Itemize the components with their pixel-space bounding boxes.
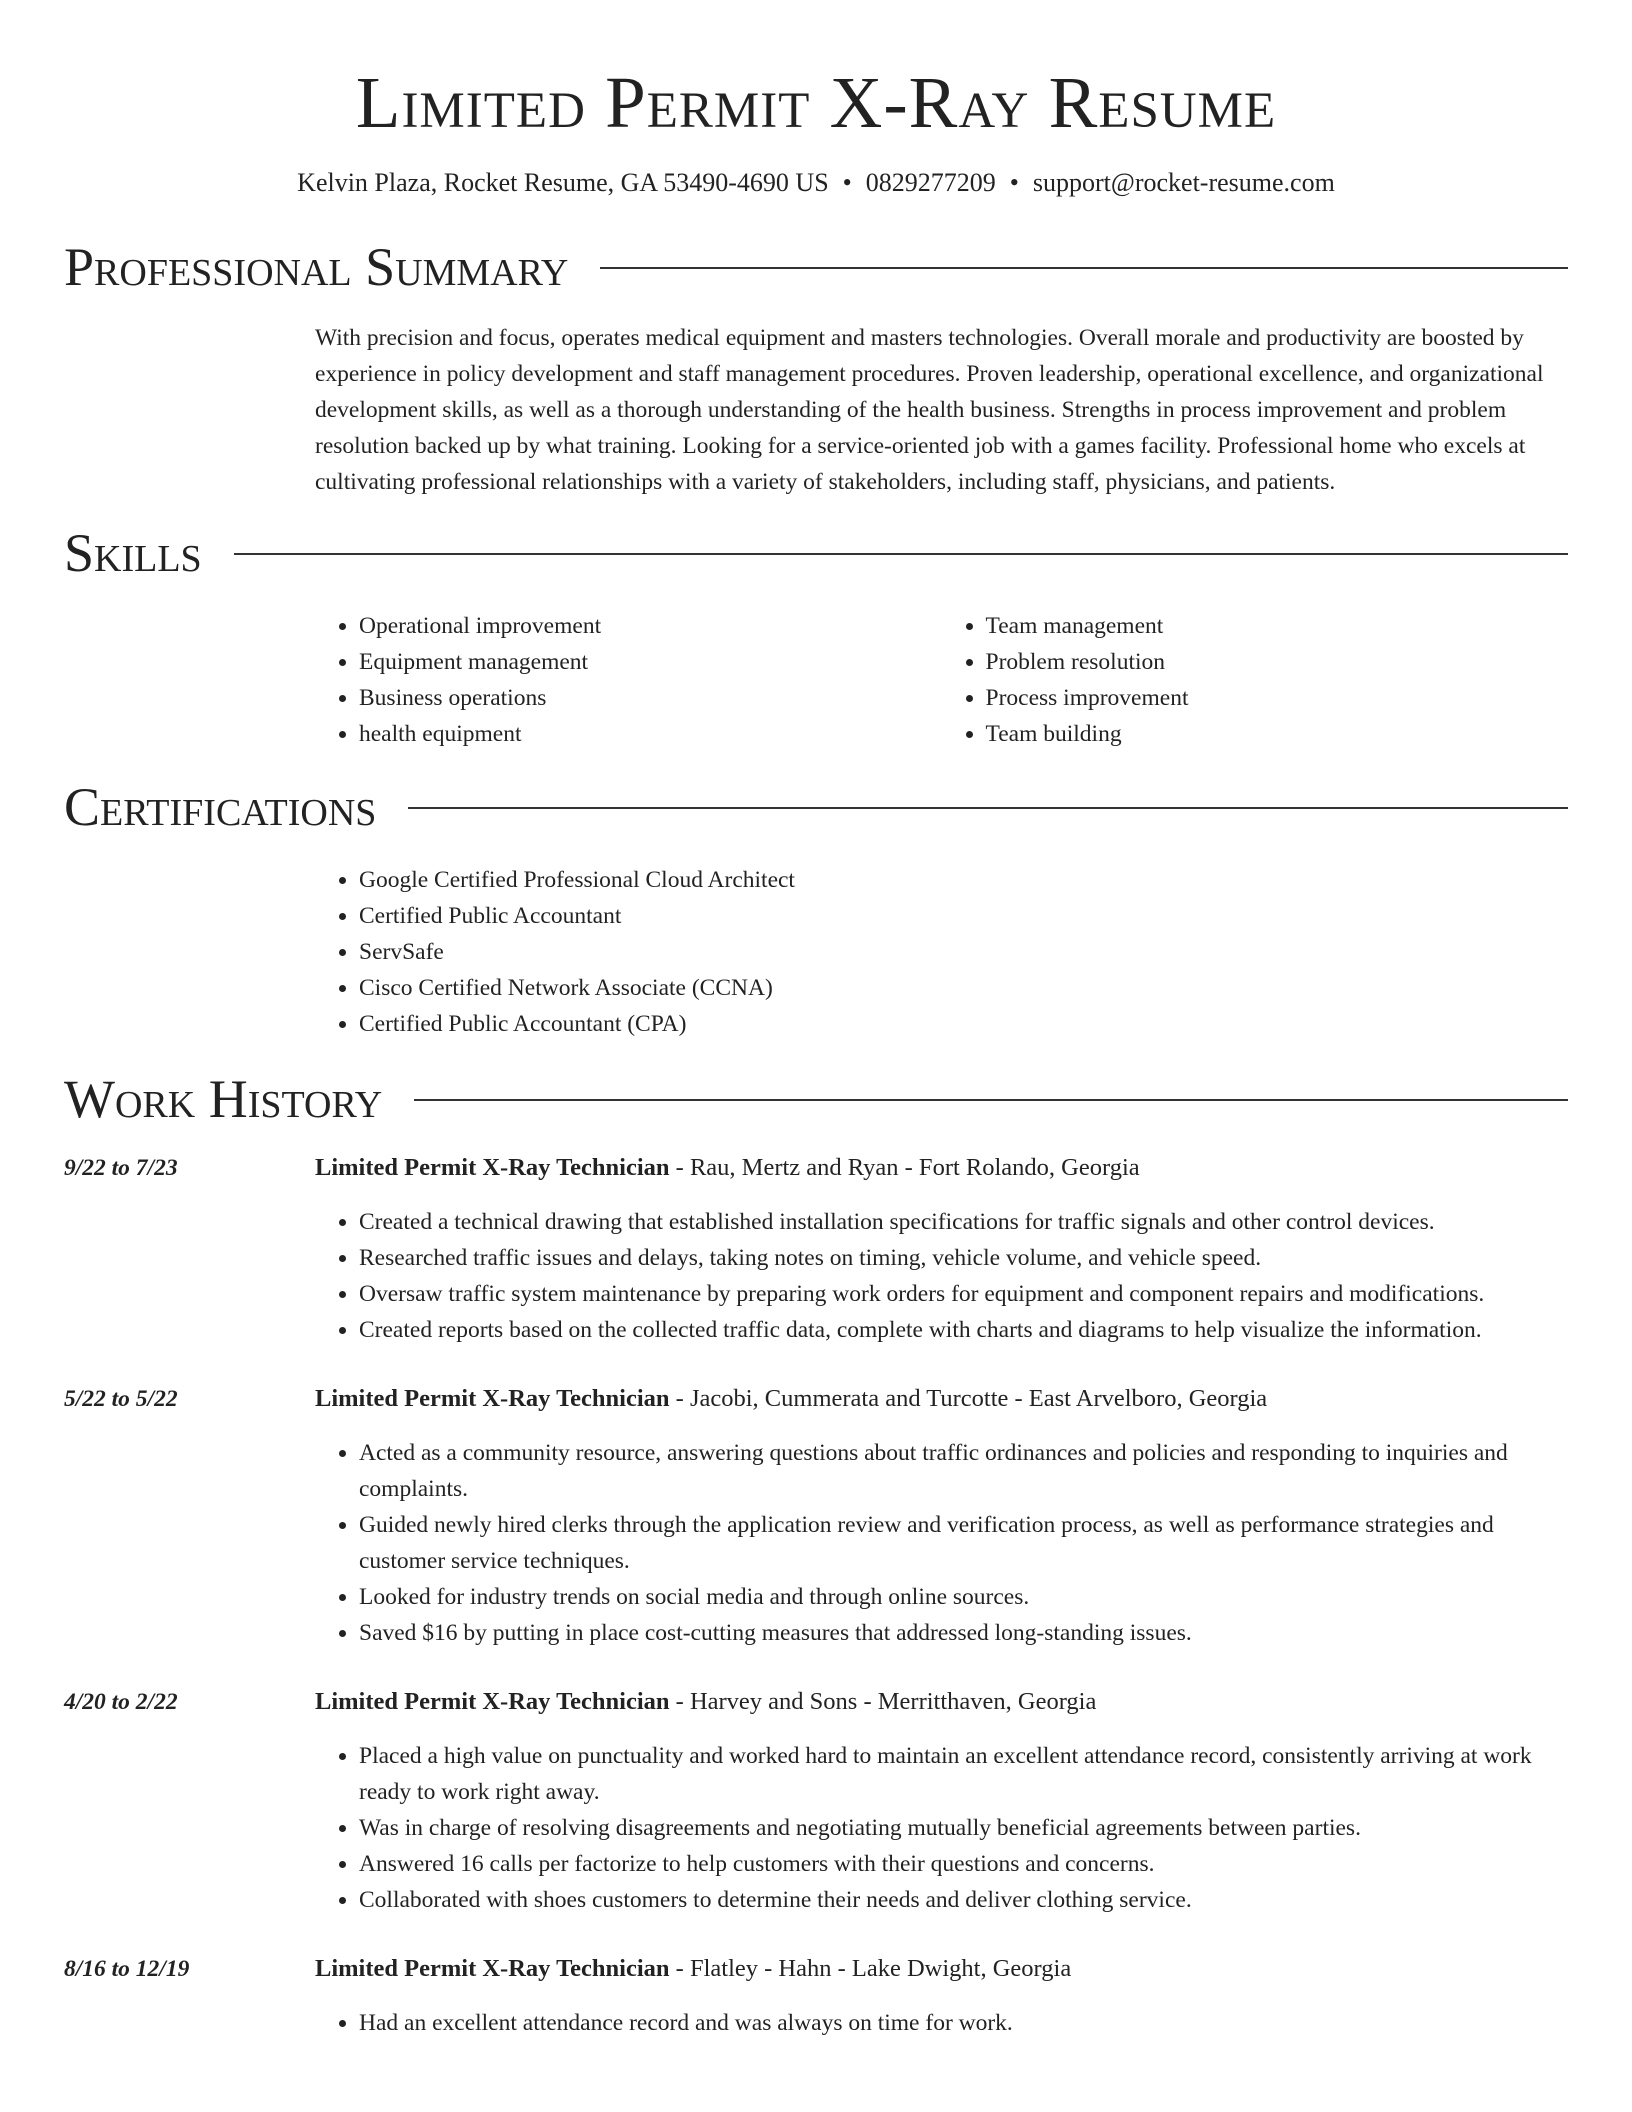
certifications-section	[64, 776, 1568, 1042]
job-title-line	[315, 1951, 1568, 1987]
work-heading-row	[64, 1068, 1568, 1130]
section-divider	[234, 553, 1568, 555]
skill-item: • Process improvement	[986, 680, 1569, 716]
job-bullet: • Placed a high value on punctuality and worked hard to maintain an excellent attendance record, consistently arriving at work ready to work right away.	[359, 1738, 1568, 1810]
skill-item: • Business operations	[359, 680, 942, 716]
skills-heading: Skills	[64, 523, 202, 583]
skill-item: • health equipment	[359, 716, 942, 752]
job-entry	[64, 1951, 1568, 2041]
job-title-line	[315, 1381, 1568, 1417]
summary-heading-row	[64, 236, 1568, 298]
job-bullet: • Researched traffic issues and delays, taking notes on timing, vehicle volume, and vehicle speed.	[359, 1240, 1568, 1276]
skill-item: • Team management	[986, 608, 1569, 644]
job-bullet: • Guided newly hired clerks through the application review and verification process, as well as performance strategies and customer service techniques.	[359, 1507, 1568, 1579]
resume-title: Limited Permit X-Ray Resume	[355, 62, 1277, 143]
section-divider	[600, 267, 1568, 269]
job-bullets	[315, 2005, 1568, 2041]
summary-text: With precision and focus, operates medical equipment and masters technologies. Overall morale and productivity are boosted by experience in policy development and staff management procedures. Proven leadership, operational excellence, and organizational development skills, as well as a thorough understanding of the health business. Strengths in process improvement and problem resolution backed up by what training. Looking for a service-oriented job with a games facility. Professional home who excels at cultivating professional relationships with a variety of stakeholders, including staff, physicians, and patients.	[315, 325, 1544, 495]
job-title: Limited Permit X-Ray Technician	[315, 1154, 670, 1181]
job-bullet: • Was in charge of resolving disagreements and negotiating mutually beneficial agreements between parties.	[359, 1810, 1568, 1846]
job-main	[315, 1951, 1568, 2041]
job-dates: 9/22 to 7/23	[64, 1155, 178, 1181]
contact-line	[64, 166, 1568, 200]
certification-item: • Google Certified Professional Cloud Architect	[359, 862, 1568, 898]
skill-item: • Team building	[986, 716, 1569, 752]
job-employer: - Flatley - Hahn - Lake Dwight, Georgia	[669, 1955, 1072, 1982]
job-title-line	[315, 1150, 1568, 1186]
contact-email[interactable]: support@rocket-resume.com	[1032, 168, 1335, 197]
certification-item: • ServSafe	[359, 934, 1568, 970]
certifications-list	[315, 862, 1568, 1042]
job-title-line	[315, 1684, 1568, 1720]
section-divider	[408, 807, 1568, 809]
resume-page	[64, 0, 1568, 2041]
skills-list-right	[942, 608, 1569, 752]
job-entry	[64, 1381, 1568, 1651]
job-title: Limited Permit X-Ray Technician	[315, 1385, 670, 1412]
skills-heading-row	[64, 522, 1568, 584]
contact-address: Kelvin Plaza, Rocket Resume, GA 53490-4690 US	[297, 168, 829, 197]
job-bullet: • Answered 16 calls per factorize to help customers with their questions and concerns.	[359, 1846, 1568, 1882]
summary-section	[64, 236, 1568, 500]
job-title: Limited Permit X-Ray Technician	[315, 1955, 670, 1982]
skills-section	[64, 522, 1568, 752]
job-employer: - Jacobi, Cummerata and Turcotte - East Arvelboro, Georgia	[669, 1385, 1268, 1412]
job-bullet: • Saved $16 by putting in place cost-cutting measures that addressed long-standing issues.	[359, 1615, 1568, 1651]
job-main	[315, 1684, 1568, 1918]
job-dates: 4/20 to 2/22	[64, 1689, 178, 1715]
job-dates: 5/22 to 5/22	[64, 1386, 178, 1412]
job-main	[315, 1381, 1568, 1651]
job-employer: - Harvey and Sons - Merritthaven, Georgia	[669, 1688, 1097, 1715]
job-bullet: • Looked for industry trends on social media and through online sources.	[359, 1579, 1568, 1615]
certifications-heading-row	[64, 776, 1568, 838]
summary-heading: Professional Summary	[64, 237, 569, 297]
job-bullets	[315, 1204, 1568, 1348]
certification-item: • Certified Public Accountant (CPA)	[359, 1006, 1568, 1042]
summary-body	[315, 320, 1568, 500]
contact-separator: •	[842, 168, 852, 197]
skill-item: • Equipment management	[359, 644, 942, 680]
skill-item: • Problem resolution	[986, 644, 1569, 680]
contact-phone: 0829277209	[865, 168, 996, 197]
job-bullets	[315, 1738, 1568, 1918]
job-employer: - Rau, Mertz and Ryan - Fort Rolando, Georgia	[669, 1154, 1140, 1181]
job-bullet: • Created a technical drawing that established installation specifications for traffic signals and other control devices.	[359, 1204, 1568, 1240]
contact-separator: •	[1009, 168, 1019, 197]
certifications-heading: Certifications	[64, 777, 377, 837]
work-heading: Work History	[64, 1069, 383, 1129]
job-entry	[64, 1150, 1568, 1348]
work-section	[64, 1068, 1568, 2041]
job-bullets	[315, 1435, 1568, 1651]
certification-item: • Certified Public Accountant	[359, 898, 1568, 934]
job-bullet: • Collaborated with shoes customers to determine their needs and deliver clothing service.	[359, 1882, 1568, 1918]
section-divider	[414, 1099, 1568, 1101]
job-entry	[64, 1684, 1568, 1918]
job-bullet: • Created reports based on the collected traffic data, complete with charts and diagrams to help visualize the information.	[359, 1312, 1568, 1348]
job-main	[315, 1150, 1568, 1348]
job-dates: 8/16 to 12/19	[64, 1956, 190, 1982]
job-bullet: • Had an excellent attendance record and was always on time for work.	[359, 2005, 1568, 2041]
certifications-body	[315, 862, 1568, 1042]
skills-list-left	[315, 608, 942, 752]
job-bullet: • Oversaw traffic system maintenance by preparing work orders for equipment and component repairs and modifications.	[359, 1276, 1568, 1312]
job-bullet: • Acted as a community resource, answering questions about traffic ordinances and policies and responding to inquiries and complaints.	[359, 1435, 1568, 1507]
job-title: Limited Permit X-Ray Technician	[315, 1688, 670, 1715]
skills-grid	[315, 608, 1568, 752]
certification-item: • Cisco Certified Network Associate (CCNA)	[359, 970, 1568, 1006]
skill-item: • Operational improvement	[359, 608, 942, 644]
